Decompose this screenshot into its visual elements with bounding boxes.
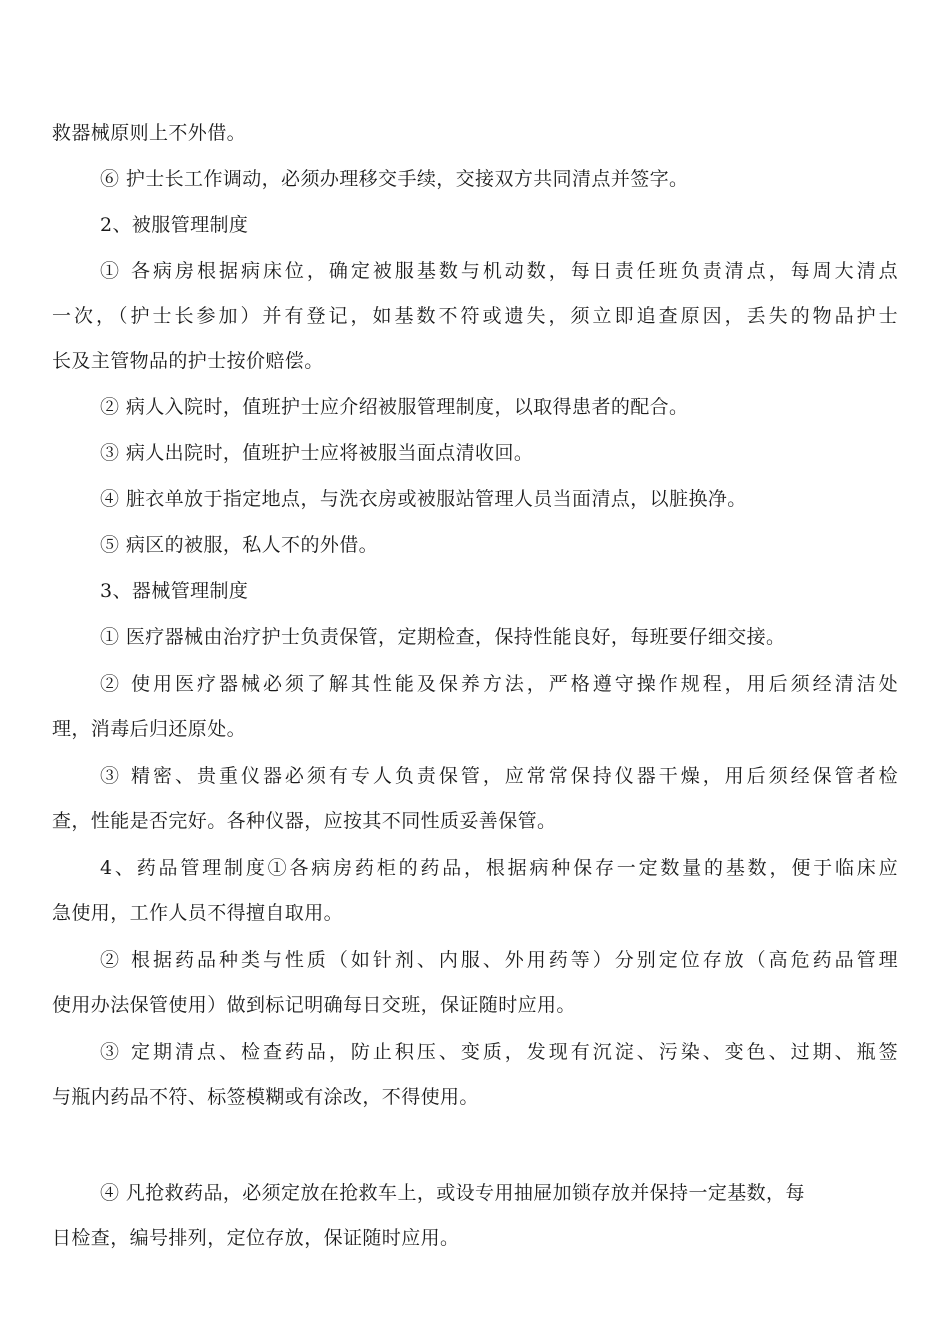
text-line: 日检查，编号排列，定位存放，保证随时应用。 — [52, 1227, 460, 1249]
text-line: ③ 病人出院时，值班护士应将被服当面点清收回。 — [100, 442, 534, 464]
text-line: ① 各病房根据病床位，确定被服基数与机动数，每日责任班负责清点，每周大清点 — [100, 260, 898, 282]
text-line: 救器械原则上不外借。 — [52, 122, 247, 144]
text-line: ③ 定期清点、检查药品，防止积压、变质，发现有沉淀、污染、变色、过期、瓶签 — [100, 1041, 898, 1063]
section-heading: 3、器械管理制度 — [100, 580, 249, 602]
text-line: ② 根据药品种类与性质（如针剂、内服、外用药等）分别定位存放（高危药品管理 — [100, 949, 898, 971]
text-line: 长及主管物品的护士按价赔偿。 — [52, 350, 324, 372]
text-line: 理，消毒后归还原处。 — [52, 718, 247, 740]
text-line: ④ 脏衣单放于指定地点，与洗衣房或被服站管理人员当面清点，以脏换净。 — [100, 488, 747, 510]
text-line: 急使用，工作人员不得擅自取用。 — [52, 902, 344, 924]
text-line: 一次，（护士长参加）并有登记，如基数不符或遗失，须立即追查原因，丢失的物品护士 — [52, 305, 898, 327]
text-line: ① 医疗器械由治疗护士负责保管，定期检查，保持性能良好，每班要仔细交接。 — [100, 626, 786, 648]
text-line: ⑥ 护士长工作调动，必须办理移交手续，交接双方共同清点并签字。 — [100, 168, 689, 190]
text-line: 查，性能是否完好。各种仪器，应按其不同性质妥善保管。 — [52, 810, 557, 832]
section-heading: 2、被服管理制度 — [100, 214, 249, 236]
text-line: 使用办法保管使用）做到标记明确每日交班，保证随时应用。 — [52, 994, 576, 1016]
text-line: 与瓶内药品不符、标签模糊或有涂改，不得使用。 — [52, 1086, 479, 1108]
section-heading: 4、药品管理制度①各病房药柜的药品，根据病种保存一定数量的基数，便于临床应 — [100, 857, 898, 879]
text-line: ② 病人入院时，值班护士应介绍被服管理制度，以取得患者的配合。 — [100, 396, 689, 418]
text-line: ③ 精密、贵重仪器必须有专人负责保管，应常常保持仪器干燥，用后须经保管者检 — [100, 765, 898, 787]
text-line: ⑤ 病区的被服，私人不的外借。 — [100, 534, 379, 556]
text-line: ② 使用医疗器械必须了解其性能及保养方法，严格遵守操作规程，用后须经清洁处 — [100, 673, 898, 695]
text-line: ④ 凡抢救药品，必须定放在抢救车上，或设专用抽屉加锁存放并保持一定基数，每 — [100, 1182, 805, 1204]
